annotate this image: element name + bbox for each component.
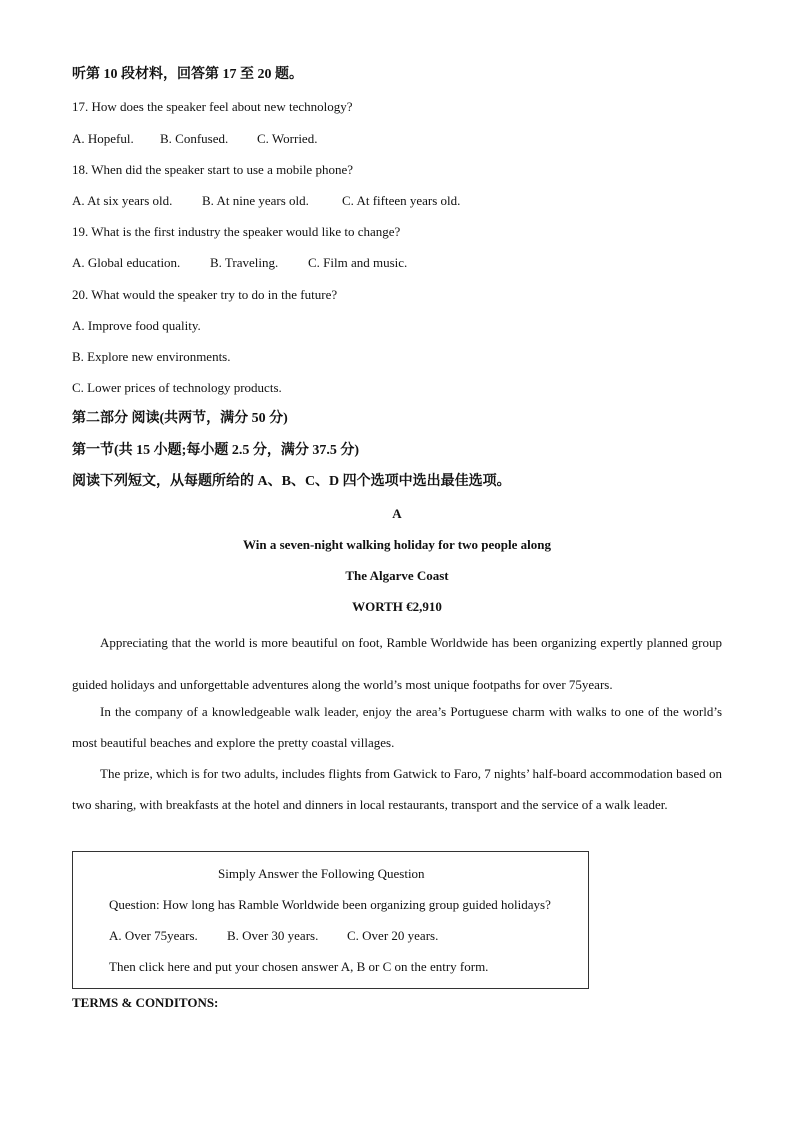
- question-20-stem: 20. What would the speaker try to do in the future?: [72, 287, 338, 302]
- question-19-options: [72, 255, 407, 271]
- q18-option-a: A. At six years old.: [72, 193, 173, 208]
- terms-heading: TERMS & CONDITONS:: [72, 995, 219, 1010]
- q20-option-c: C. Lower prices of technology products.: [72, 380, 282, 395]
- section-one-heading: 第一节(共 15 小题;每小题 2.5 分，满分 37.5 分): [72, 443, 359, 458]
- passage-letter: A: [392, 506, 402, 521]
- question-18-stem: 18. When did the speaker start to use a mobile phone?: [72, 162, 353, 177]
- q19-option-b: B. Traveling.: [210, 255, 279, 270]
- listening-heading: 听第 10 段材料，回答第 17 至 20 题。: [72, 67, 303, 82]
- passage-paragraph-3: The prize, which is for two adults, includes flights from Gatwick to Faro, 7 nights’ half-board accommodation based on two sharing, with breakfasts at the hotel and dinners in local restaurants, transport and the service of a walk leader.: [72, 766, 722, 812]
- q20-option-b: B. Explore new environments.: [72, 349, 231, 364]
- question-17-stem: 17. How does the speaker feel about new technology?: [72, 99, 353, 114]
- q17-option-c: C. Worried.: [257, 131, 318, 146]
- passage-paragraph-2: In the company of a knowledgeable walk leader, enjoy the area’s Portuguese charm with walks to one of the world’s most beautiful beaches and explore the pretty coastal villages.: [72, 704, 722, 750]
- q17-option-a: A. Hopeful.: [72, 131, 134, 146]
- passage-title-line-2: The Algarve Coast: [345, 568, 449, 583]
- box-option-a: A. Over 75years.: [109, 928, 198, 943]
- part-two-heading: 第二部分 阅读(共两节，满分 50 分): [72, 411, 288, 426]
- q19-option-c: C. Film and music.: [308, 255, 408, 270]
- box-option-b: B. Over 30 years.: [227, 928, 319, 943]
- q17-option-b: B. Confused.: [160, 131, 229, 146]
- question-entry-box: [72, 851, 589, 989]
- question-18-options: [72, 193, 460, 209]
- reading-instruction: 阅读下列短文，从每题所给的 A、B、C、D 四个选项中选出最佳选项。: [72, 474, 511, 489]
- q18-option-c: C. At fifteen years old.: [342, 193, 461, 208]
- box-option-c: C. Over 20 years.: [347, 928, 439, 943]
- q20-option-a: A. Improve food quality.: [72, 318, 201, 333]
- prize-worth: WORTH €2,910: [352, 599, 442, 614]
- box-title: Simply Answer the Following Question: [218, 866, 425, 881]
- question-19-stem: 19. What is the first industry the speaker would like to change?: [72, 224, 401, 239]
- box-entry-instruction: Then click here and put your chosen answer A, B or C on the entry form.: [109, 959, 489, 974]
- box-question: Question: How long has Ramble Worldwide been organizing group guided holidays?: [109, 897, 551, 912]
- passage-title-line-1: Win a seven-night walking holiday for two people along: [243, 537, 551, 552]
- passage-paragraph-1: Appreciating that the world is more beautiful on foot, Ramble Worldwide has been organizing expertly planned group guided holidays and unforgettable adventures along the world’s most unique footpaths for over 75years.: [72, 635, 722, 692]
- question-17-options: [72, 131, 317, 147]
- q19-option-a: A. Global education.: [72, 255, 181, 270]
- q18-option-b: B. At nine years old.: [202, 193, 309, 208]
- box-options: [109, 928, 438, 944]
